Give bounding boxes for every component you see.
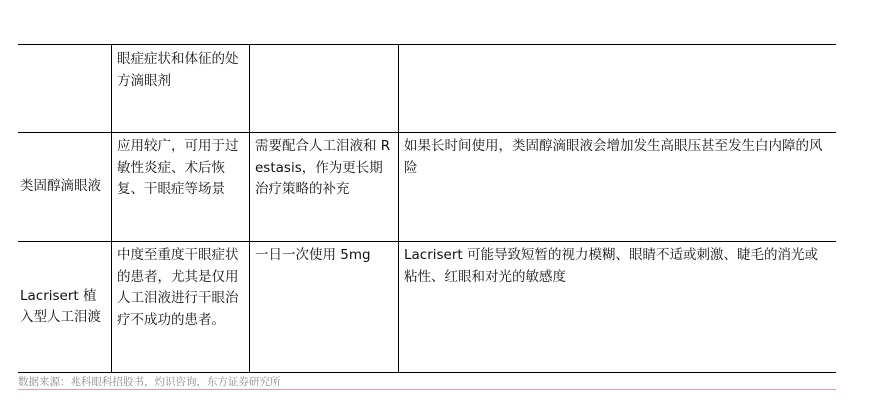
footer-divider <box>18 389 836 390</box>
source-note: 数据来源：兆科眼科招股书，灼识咨询，东方证券研究所 <box>18 376 281 388</box>
drug-name-cell: Lacrisert 植入型人工泪渡 <box>18 242 112 373</box>
combination-cell: 一日一次使用 5mg <box>250 242 399 373</box>
usage-cell: 中度至重度干眼症状的患者，尤其是仅用人工泪液进行干眼治疗不成功的患者。 <box>112 242 250 373</box>
risk-cell <box>399 45 837 133</box>
drug-name-cell: 类固醇滴眼液 <box>18 133 112 242</box>
table-row <box>18 133 836 242</box>
table-row <box>18 45 836 133</box>
combination-cell: 需要配合人工泪液和 Restasis，作为更长期治疗策略的补充 <box>250 133 399 242</box>
usage-cell: 应用较广，可用于过敏性炎症、术后恢复、干眼症等场景 <box>112 133 250 242</box>
risk-cell: 如果长时间使用，类固醇滴眼液会增加发生高眼压甚至发生白内障的风险 <box>399 133 837 242</box>
drug-table-container <box>18 44 836 373</box>
combination-cell <box>250 45 399 133</box>
drug-name-cell <box>18 45 112 133</box>
usage-cell: 眼症症状和体征的处方滴眼剂 <box>112 45 250 133</box>
drug-comparison-table <box>18 44 836 373</box>
risk-cell: Lacrisert 可能导致短暂的视力模糊、眼睛不适或刺激、睫毛的消光或粘性、红眼和对光的敏感度 <box>399 242 837 373</box>
table-row <box>18 242 836 373</box>
